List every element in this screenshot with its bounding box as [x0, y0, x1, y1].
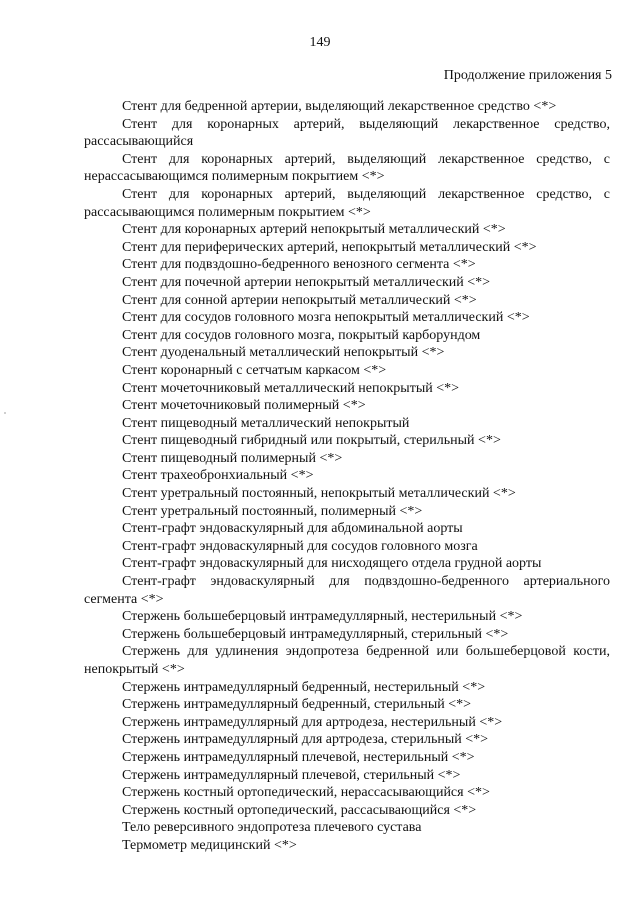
page-number: 149	[309, 35, 331, 50]
list-item: Стент для сосудов головного мозга, покрытый карборундом	[122, 327, 481, 343]
list-item: Стент уретральный постоянный, полимерный <*>	[122, 503, 423, 519]
list-item: Стент для сонной артерии непокрытый металлический <*>	[122, 292, 477, 308]
list-item: Тело реверсивного эндопротеза плечевого сустава	[122, 820, 422, 836]
list-item: Стержень костный ортопедический, нерассасывающийся <*>	[122, 785, 490, 801]
list-item: Стент-графт эндоваскулярный для нисходящего отдела грудной аорты	[122, 556, 542, 572]
list-item: Стент для коронарных артерий, выделяющий лекарственное средство, рассасывающийся	[84, 116, 610, 150]
list-item: Стержень костный ортопедический, рассасывающийся <*>	[122, 802, 477, 818]
list-item: Стент-графт эндоваскулярный для абдоминальной аорты	[122, 521, 463, 537]
list-item: Стент трахеобронхиальный <*>	[122, 468, 314, 484]
entry-list	[84, 98, 610, 855]
list-item: Стент пищеводный полимерный <*>	[122, 450, 343, 466]
list-item: Стержень интрамедуллярный бедренный, стерильный <*>	[122, 697, 472, 713]
list-item: Стент для бедренной артерии, выделяющий лекарственное средство <*>	[122, 99, 557, 114]
list-item: Стержень для удлинения эндопротеза бедренной или большеберцовой кости, непокрытый <*>	[84, 644, 610, 677]
list-item: Стент-графт эндоваскулярный для подвздошно-бедренного артериального сегмента <*>	[84, 574, 610, 607]
list-item: Стент коронарный с сетчатым каркасом <*>	[122, 362, 387, 378]
list-item: Стержень интрамедуллярный для артродеза, стерильный <*>	[122, 732, 489, 748]
list-item: Стент-графт эндоваскулярный для сосудов головного мозга	[122, 538, 478, 554]
list-item: Стент пищеводный гибридный или покрытый, стерильный <*>	[122, 433, 501, 449]
list-item: Стент для периферических артерий, непокрытый металлический <*>	[122, 239, 537, 255]
list-item: Стент уретральный постоянный, непокрытый металлический <*>	[122, 486, 516, 502]
list-item: Стержень большеберцовый интрамедуллярный, стерильный <*>	[122, 626, 509, 642]
list-item: Стержень интрамедуллярный плечевой, нестерильный <*>	[122, 749, 475, 765]
list-item: Стержень интрамедуллярный для артродеза, нестерильный <*>	[122, 714, 503, 730]
list-item: Стент мочеточниковый полимерный <*>	[122, 398, 366, 414]
continuation-header: Продолжение приложения 5	[443, 68, 612, 83]
list-item: Стент пищеводный металлический непокрытый	[122, 415, 410, 431]
list-item: Стент для сосудов головного мозга непокрытый металлический <*>	[122, 310, 530, 326]
margin-dot	[4, 412, 6, 414]
list-item: Стент мочеточниковый металлический непокрытый <*>	[122, 380, 460, 396]
list-item: Стент для подвздошно-бедренного венозного сегмента <*>	[122, 257, 476, 273]
list-item: Стент для коронарных артерий, выделяющий лекарственное средство, с нерассасывающимся полимерным покрытием <*>	[84, 151, 610, 185]
list-item: Стержень интрамедуллярный бедренный, нестерильный <*>	[122, 679, 486, 695]
list-item: Термометр медицинский <*>	[122, 837, 297, 853]
list-item: Стержень большеберцовый интрамедуллярный, нестерильный <*>	[122, 609, 523, 625]
list-item: Стент дуоденальный металлический непокрытый <*>	[122, 345, 445, 361]
list-item: Стент для почечной артерии непокрытый металлический <*>	[122, 274, 491, 290]
list-item: Стент для коронарных артерий, выделяющий лекарственное средство, с рассасывающимся полимерным покрытием <*>	[84, 186, 610, 220]
list-item: Стент для коронарных артерий непокрытый металлический <*>	[122, 222, 506, 238]
list-item: Стержень интрамедуллярный плечевой, стерильный <*>	[122, 767, 461, 783]
